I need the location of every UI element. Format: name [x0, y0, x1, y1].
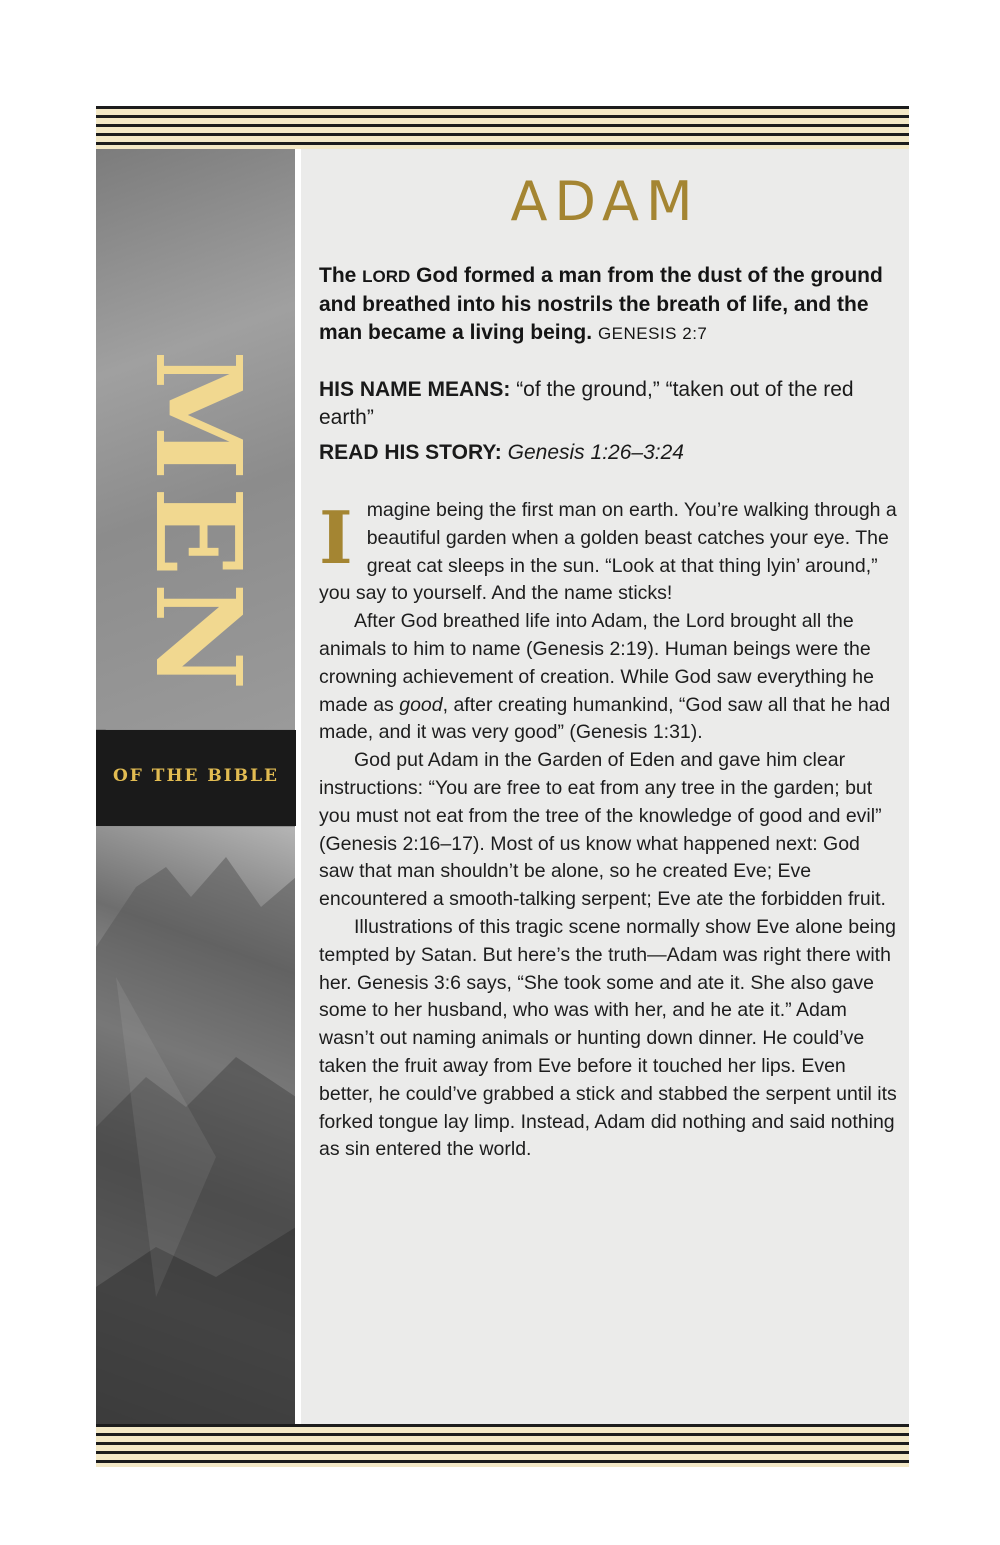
paragraph-text: magine being the first man on earth. You’re walking through a beautiful garden when a golden beast catches your eye. The great cat sleeps in the sun. “Look at that thing lyin’ around,” you say to yourself. And the name sticks!	[319, 499, 897, 605]
key-verse	[319, 262, 897, 348]
mountain-photo	[96, 827, 296, 1424]
name-meaning-label: HIS NAME MEANS:	[319, 378, 511, 401]
paragraph: Illustrations of this tragic scene normally show Eve alone being tempted by Satan. But here’s the truth—Adam was right there with her. Genesis 3:6 says, “She took some and ate it. She also gave some to her husband, who was with her, and he ate it.” Adam wasn’t out naming animals or hunting down dinner. He could’ve taken the fruit away from Eve before it touched her lips. Even better, he could’ve grabbed a stick and stabbed the serpent until its forked tongue lay limp. Instead, Adam did nothing and said nothing as sin entered the world.	[319, 915, 897, 1161]
bottom-stripe-border	[96, 1424, 909, 1467]
mountain-illustration	[96, 827, 296, 1424]
article-title: ADAM	[510, 170, 700, 233]
verse-reference: GENESIS 2:7	[597, 324, 708, 343]
read-story	[319, 439, 897, 467]
drop-cap: I	[319, 495, 353, 580]
verse-text-start: The	[319, 264, 363, 287]
name-meaning	[319, 376, 897, 432]
name-meaning-value: “of the ground,” “taken out of the red earth”	[319, 378, 854, 429]
read-story-label: READ HIS STORY:	[319, 441, 502, 464]
paragraph	[319, 608, 897, 747]
paragraph: God put Adam in the Garden of Eden and gave him clear instructions: “You are free to eat from any tree in the garden; but you must not eat from the tree of the knowledge of good and evil” (Genesis 2:16–17). Most of us know what happened next: God saw that man shouldn’t be alone, so he created Eve; Eve encountered a smooth-talking serpent; Eve ate the forbidden fruit.	[319, 749, 886, 911]
verse-text-end: God formed a man from the dust of the ground and breathed into his nostrils the breath of life, and the man became a living being.	[319, 264, 883, 344]
paragraph	[319, 497, 897, 608]
read-story-reference: Genesis 1:26–3:24	[507, 441, 684, 464]
paragraph-text: After God breathed life into Adam, the Lord brought all the animals to him to name (Genesis 2:19). Human beings were the crowning achievement of creation. While God saw everything he made as	[319, 610, 874, 716]
article-body	[319, 497, 897, 1164]
emphasis: good	[399, 693, 443, 716]
series-title-vertical: MEN	[129, 350, 268, 697]
verse-lord: LORD	[362, 267, 411, 286]
top-stripe-border	[96, 106, 909, 149]
series-subtitle: OF THE BIBLE	[113, 766, 279, 786]
paragraph-text: , after creating humankind, “God saw all that he had made, and it was very good” (Genesis 1:31).	[319, 693, 891, 744]
